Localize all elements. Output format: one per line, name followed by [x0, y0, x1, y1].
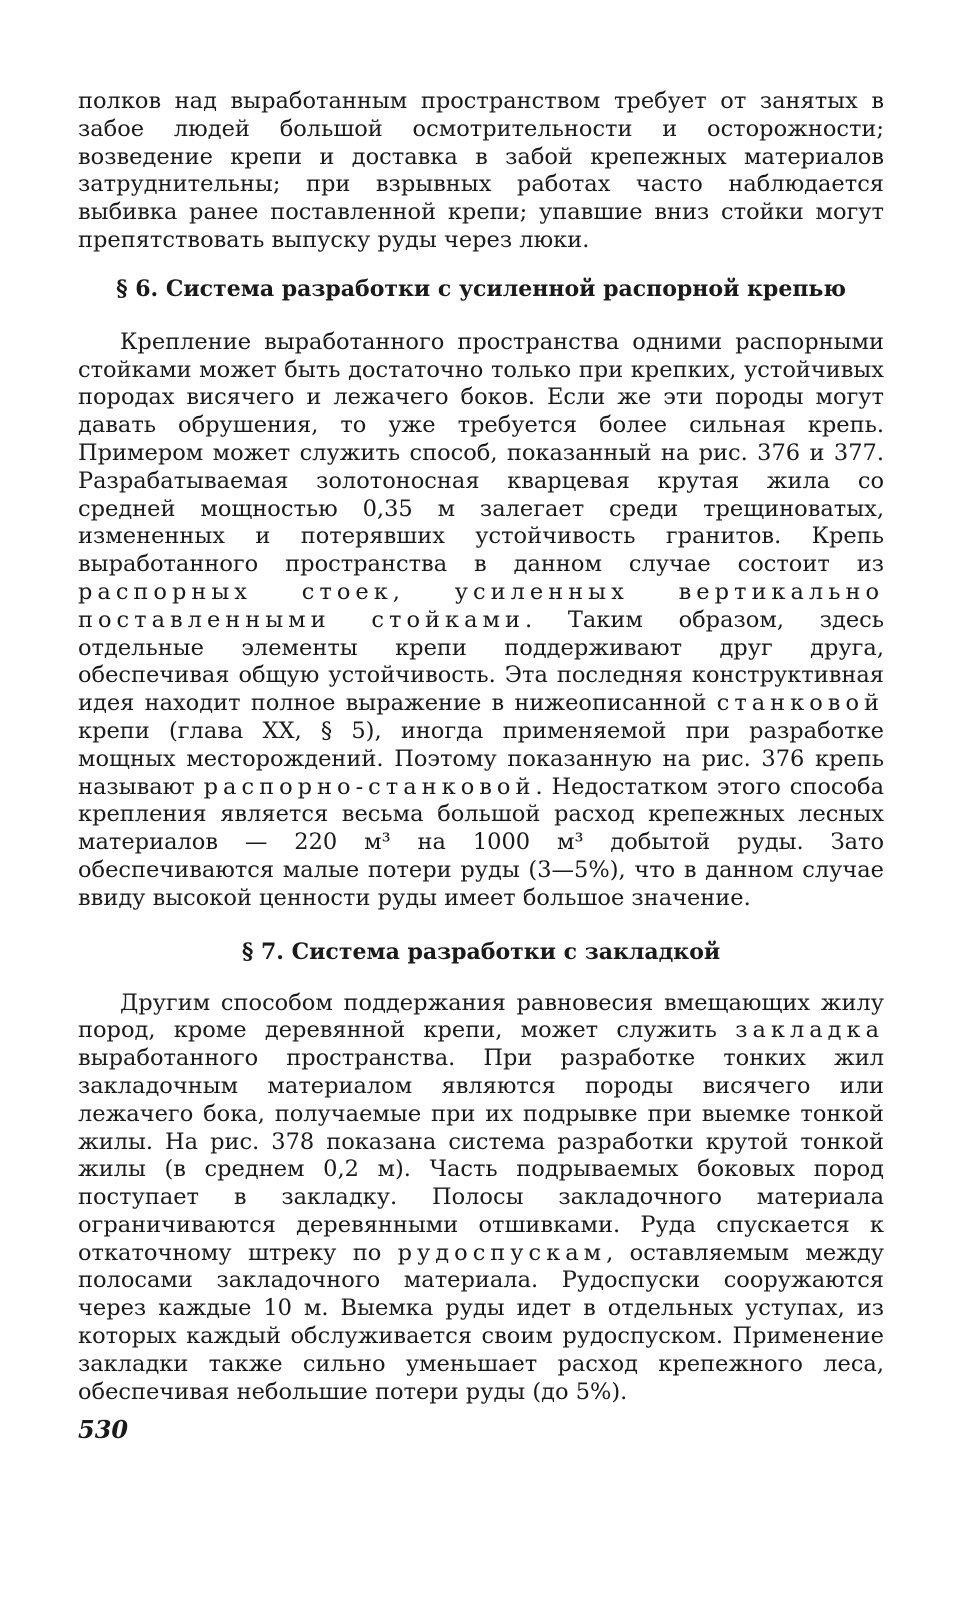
- text-run: крепи (глава XX, § 5), иногда применяемой при разработке мощных месторождений. Поэтому показанную на рис. 376 крепь называют: [78, 717, 884, 800]
- text-run: Другим способом поддержания равновесия вмещающих жилу пород, кроме деревянной крепи, может служить: [78, 989, 884, 1044]
- text-run: . Недостатком этого способа крепления является весьма большой расход крепежных лесных материалов — 220 м³ на 1000 м³ добытой руды. Зато обеспечиваются малые потери руды (3—5%), что в данном случае ввиду высокой ценности руды имеет большое значение.: [78, 773, 884, 911]
- spaced-emphasis: рудоспускам: [397, 1239, 607, 1266]
- page-number: 530: [78, 1415, 129, 1444]
- page-body: [78, 88, 884, 1406]
- section-7-paragraph: [78, 990, 884, 1407]
- text-run: Крепление выработанного пространства одними распорными стойками может быть достаточно только при крепких, устойчивых породах висячего и лежачего боков. Если же эти породы могут давать обрушения, то уже требуется более сильная крепь. Примером может служить способ, показанный на рис. 376 и 377. Разрабатываемая золотоносная кварцевая крутая жила со средней мощностью 0,35 м залегает среди трещиноватых, измененных и потерявших устойчивость гранитов. Крепь выработанного пространства в данном случае состоит из: [78, 328, 884, 578]
- paragraph-continuation: полков над выработанным пространством требует от занятых в забое людей большой осмотрительности и осторожности; возведение крепи и доставка в забой крепежных материалов затруднительны; при взрывных работах часто наблюдается выбивка ранее поставленной крепи; упавшие вниз стойки могут препятствовать выпуску руды через люки.: [78, 88, 884, 253]
- text-run: выработанного пространства. При разработке тонких жил закладочным материалом являются породы висячего или лежачего бока, получаемые при их подрывке при выемке тонкой жилы. На рис. 378 показана система разработки крутой тонкой жилы (в среднем 0,2 м). Часть подрываемых боковых пород поступает в закладку. Полосы закладочного материала ограничиваются деревянными отшивками. Руда спускается к откаточному штреку по: [78, 1045, 884, 1266]
- text-run: , оставляемым между полосами закладочного материала. Рудоспуски сооружаются через каждые 10 м. Выемка руды идет в отдельных уступах, из которых каждый обслуживается своим рудоспуском. Применение закладки также сильно уменьшает расход крепежного леса, обеспечивая небольшие потери руды (до 5%).: [78, 1239, 885, 1405]
- spaced-emphasis: закладка: [735, 1017, 884, 1044]
- section-6-paragraph: [78, 329, 884, 913]
- spaced-emphasis: распорно-станковой: [203, 773, 536, 800]
- spaced-emphasis: распорных стоек, усиленных вертикально поставленными стойками: [78, 578, 884, 633]
- section-6-heading: § 6. Система разработки с усиленной распорной крепью: [116, 275, 846, 302]
- text-run: . Таким образом, здесь отдельные элементы крепи поддерживают друг друга, обеспечивая общую устойчивость. Эта последняя конструктивная идея находит полное выражение в нижеописанной: [78, 606, 884, 717]
- section-7-heading: § 7. Система разработки с закладкой: [241, 938, 721, 965]
- spaced-emphasis: станковой: [716, 690, 884, 717]
